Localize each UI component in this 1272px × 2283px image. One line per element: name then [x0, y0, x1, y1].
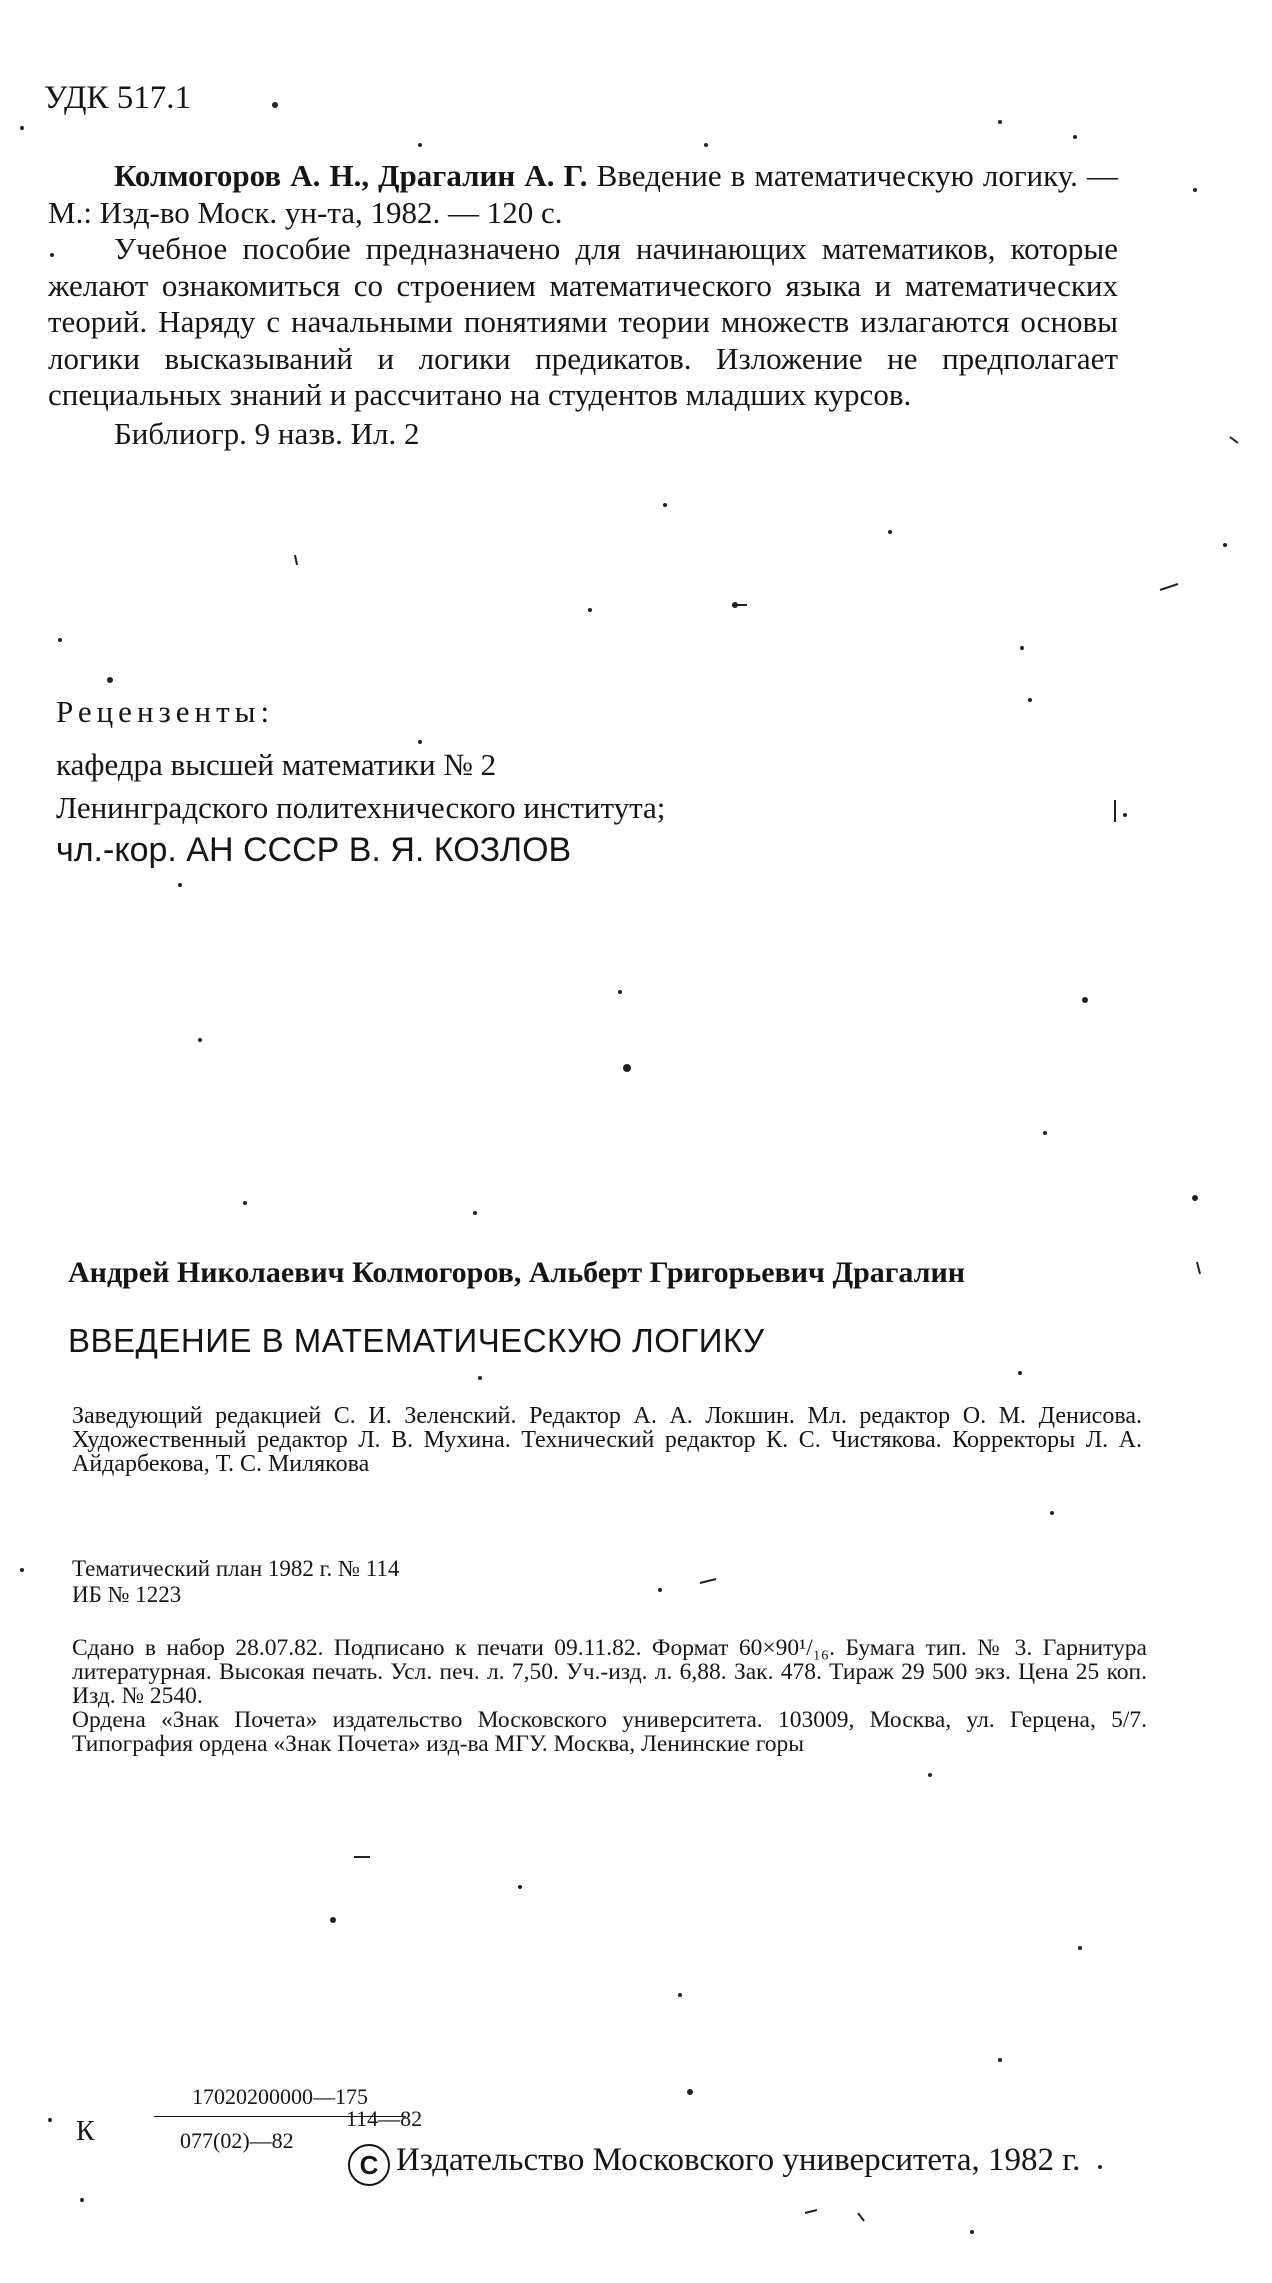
plan-block — [72, 1556, 672, 1608]
printing-details: Сдано в набор 28.07.82. Подписано к печати 09.11.82. Формат 60×90¹/₁₆. Бумага тип. № 3. Гарнитура литературная. Высокая печать. Усл. печ. л. 7,50. Уч.-изд. л. 6,88. Зак. 478. Тираж 29 500 экз. Цена 25 коп. Изд. № 2540. — [72, 1635, 1147, 1709]
udk-code: УДК 517.1 — [44, 80, 192, 116]
abstract-block — [48, 158, 1118, 452]
classification-letter: К — [76, 2116, 95, 2147]
ib-number: ИБ № 1223 — [72, 1582, 182, 1607]
classification-suffix: 114—82 — [346, 2106, 423, 2131]
reviewer-line-2: Ленинградского политехнического института; — [56, 790, 666, 825]
reviewers-heading: Рецензенты: — [56, 694, 275, 729]
citation-rest: Введение в математическую логику. — М.: Изд-во Моск. ун-та, 1982. — 120 с. — [48, 158, 1118, 230]
reviewers-block — [56, 690, 956, 872]
publisher-address: Ордена «Знак Почета» издательство Московского университета. 103009, Москва, ул. Герцена, 5/7. Типография ордена «Знак Почета» изд-ва МГУ. Москва, Ленинские горы — [72, 1707, 1147, 1757]
book-authors: Андрей Николаевич Колмогоров, Альберт Григорьевич Драгалин — [68, 1256, 966, 1289]
classification-numerator: 17020200000—175 — [154, 2084, 406, 2117]
copyright-text: Издательство Московского университета, 1982 г. — [396, 2142, 1081, 2178]
copyright-line — [348, 2142, 1080, 2186]
citation — [48, 158, 1118, 231]
reviewer-line-1: кафедра высшей математики № 2 — [56, 747, 497, 782]
copyright-icon: C — [348, 2144, 390, 2186]
editorial-staff — [72, 1404, 1142, 1476]
thematic-plan: Тематический план 1982 г. № 114 — [72, 1556, 400, 1581]
printing-info — [72, 1636, 1147, 1756]
classification-denominator: 077(02)—82 — [180, 2128, 294, 2153]
editorial-staff-text: Заведующий редакцией С. И. Зеленский. Редактор А. А. Локшин. Мл. редактор О. М. Денисова. Художественный редактор Л. В. Мухина. Технический редактор К. С. Чистякова. Корректоры Л. А. Айдарбекова, Т. С. Милякова — [72, 1403, 1142, 1477]
citation-authors: Колмогоров А. Н., Драгалин А. Г. — [114, 158, 588, 193]
abstract-description: Учебное пособие предназначено для начинающих математиков, которые желают ознакомиться со строением математического языка и математических теорий. Наряду с начальными понятиями теории множеств излагаются основы логики высказываний и логики предикатов. Изложение не предполагает специальных знаний и рассчитано на студентов младших курсов. — [48, 231, 1118, 412]
bibliography-note: Библиогр. 9 назв. Ил. 2 — [114, 415, 420, 451]
reviewer-line-3: чл.-кор. АН СССР В. Я. КОЗЛОВ — [56, 831, 572, 869]
book-title: ВВЕДЕНИЕ В МАТЕМАТИЧЕСКУЮ ЛОГИКУ — [68, 1322, 765, 1359]
